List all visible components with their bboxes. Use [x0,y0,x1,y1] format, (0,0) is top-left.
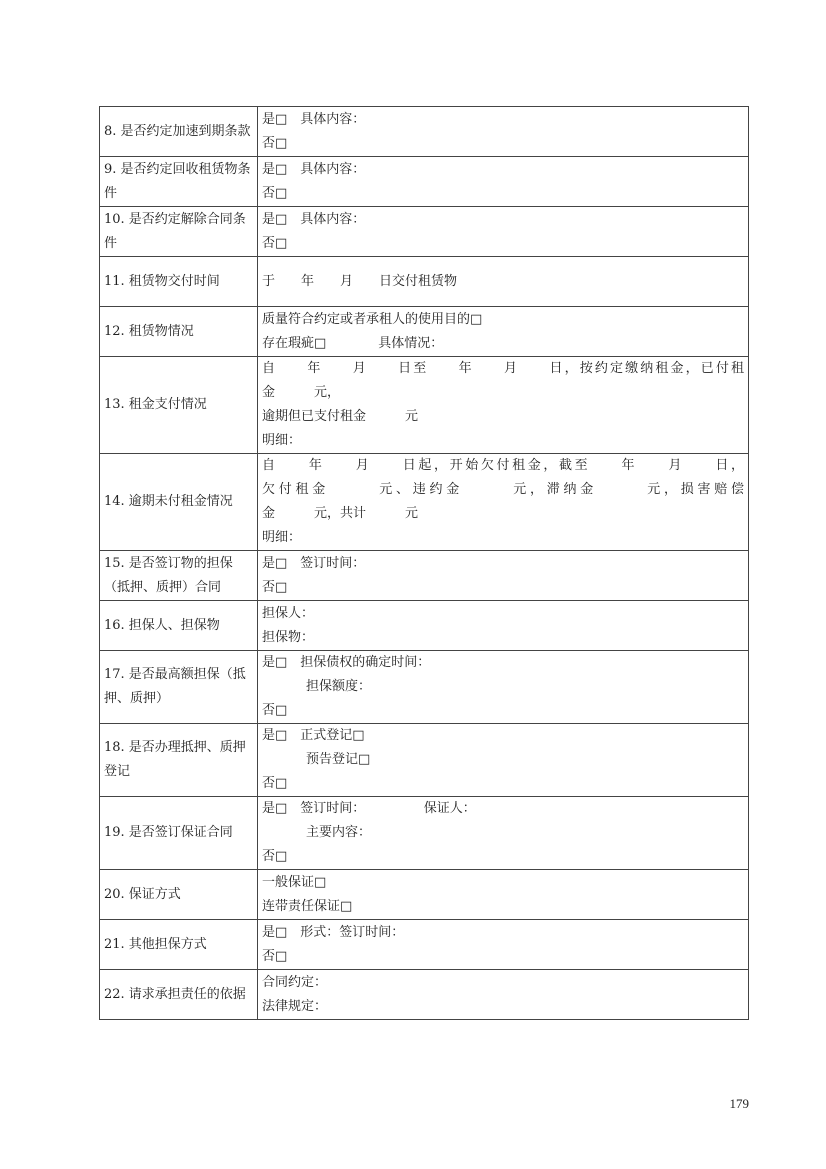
table-row [100,551,749,601]
content-line: 金 元， [262,385,341,400]
content-line: 否□ [262,703,288,718]
field-label-guarantee-contract: 19. 是否签订保证合同 [100,797,258,870]
field-label-repossession-conditions: 9. 是否约定回收租赁物条件 [100,157,258,207]
field-value-max-amount-security [258,651,749,724]
table-row [100,601,749,651]
field-label-guarantee-type: 20. 保证方式 [100,870,258,920]
page-number: 179 [729,1096,749,1111]
content-line: 欠付租金 元、违约金 元，滞纳金 元，损害赔偿 [262,482,744,497]
field-value-delivery-time [258,257,749,307]
content-line: 担保额度： [306,679,372,694]
field-label-security-contract: 15. 是否签订物的担保（抵押、质押）合同 [100,551,258,601]
content-line: 担保物： [262,629,315,645]
field-label-overdue-rent: 14. 逾期未付租金情况 [100,454,258,551]
field-label-accelerated-maturity: 8. 是否约定加速到期条款 [100,107,258,157]
content-line: 明细： [262,530,302,545]
field-value-accelerated-maturity [258,107,749,157]
field-label-guarantor-collateral: 16. 担保人、担保物 [100,601,258,651]
table-row [100,651,749,724]
field-label-termination-conditions: 10. 是否约定解除合同条件 [100,207,258,257]
content-line: 否□ [262,135,288,151]
table-row [100,207,749,257]
field-value-repossession-conditions [258,157,749,207]
content-line: 担保人： [262,605,315,621]
field-value-other-security [258,920,749,970]
table-row [100,797,749,870]
content-line: 预告登记□ [306,752,371,767]
content-line: 否□ [262,235,288,251]
content-line: 连带责任保证□ [262,898,353,914]
content-line: 是□ 签订时间： 保证人： [262,801,476,816]
field-value-rent-payment [258,357,749,454]
content-line: 是□ 正式登记□ [262,728,365,743]
content-line: 否□ [262,185,288,201]
field-value-registration [258,724,749,797]
content-line: 主要内容： [306,825,372,840]
table-row [100,107,749,157]
content-line: 质量符合约定或者承租人的使用目的□ [262,311,483,327]
content-line: 存在瑕疵□ 具体情况： [262,335,444,351]
content-line: 金 元，共计 元 [262,506,419,521]
field-label-other-security: 21. 其他担保方式 [100,920,258,970]
field-value-termination-conditions [258,207,749,257]
field-label-delivery-time: 11. 租赁物交付时间 [100,257,258,307]
table-row [100,970,749,1020]
content-line: 是□ 担保债权的确定时间： [262,655,431,670]
field-value-security-contract [258,551,749,601]
field-value-liability-basis [258,970,749,1020]
field-value-guarantor-collateral [258,601,749,651]
content-line: 否□ [262,948,288,964]
content-line: 是□ 形式：签订时间： [262,924,405,940]
content-line: 否□ [262,776,288,791]
content-line: 否□ [262,579,288,595]
content-line: 一般保证□ [262,874,327,890]
table-row [100,357,749,454]
field-value-guarantee-contract [258,797,749,870]
table-row [100,257,749,307]
table-row [100,307,749,357]
field-label-registration: 18. 是否办理抵押、质押登记 [100,724,258,797]
table-row [100,454,749,551]
table-row [100,724,749,797]
table-row [100,920,749,970]
content-line: 是□ 签订时间： [262,555,366,571]
content-line: 自 年 月 日起，开始欠付租金，截至 年 月 日， [262,458,744,473]
field-value-leased-item-status [258,307,749,357]
content-line: 于 年 月 日交付租赁物 [262,273,458,289]
field-label-max-amount-security: 17. 是否最高额担保（抵押、质押） [100,651,258,724]
content-line: 否□ [262,849,288,864]
field-value-overdue-rent [258,454,749,551]
content-line: 明细： [262,433,302,448]
field-label-liability-basis: 22. 请求承担责任的依据 [100,970,258,1020]
field-value-guarantee-type [258,870,749,920]
content-line: 是□ 具体内容： [262,111,366,127]
table-row [100,157,749,207]
content-line: 逾期但已支付租金 元 [262,409,419,424]
content-line: 法律规定： [262,998,328,1014]
field-label-leased-item-status: 12. 租赁物情况 [100,307,258,357]
content-line: 是□ 具体内容： [262,161,366,177]
field-label-rent-payment: 13. 租金支付情况 [100,357,258,454]
content-line: 是□ 具体内容： [262,211,366,227]
claim-form-table [99,106,749,1020]
content-line: 合同约定： [262,974,328,990]
content-line: 自 年 月 日至 年 月 日，按约定缴纳租金，已付租 [262,361,744,376]
table-row [100,870,749,920]
